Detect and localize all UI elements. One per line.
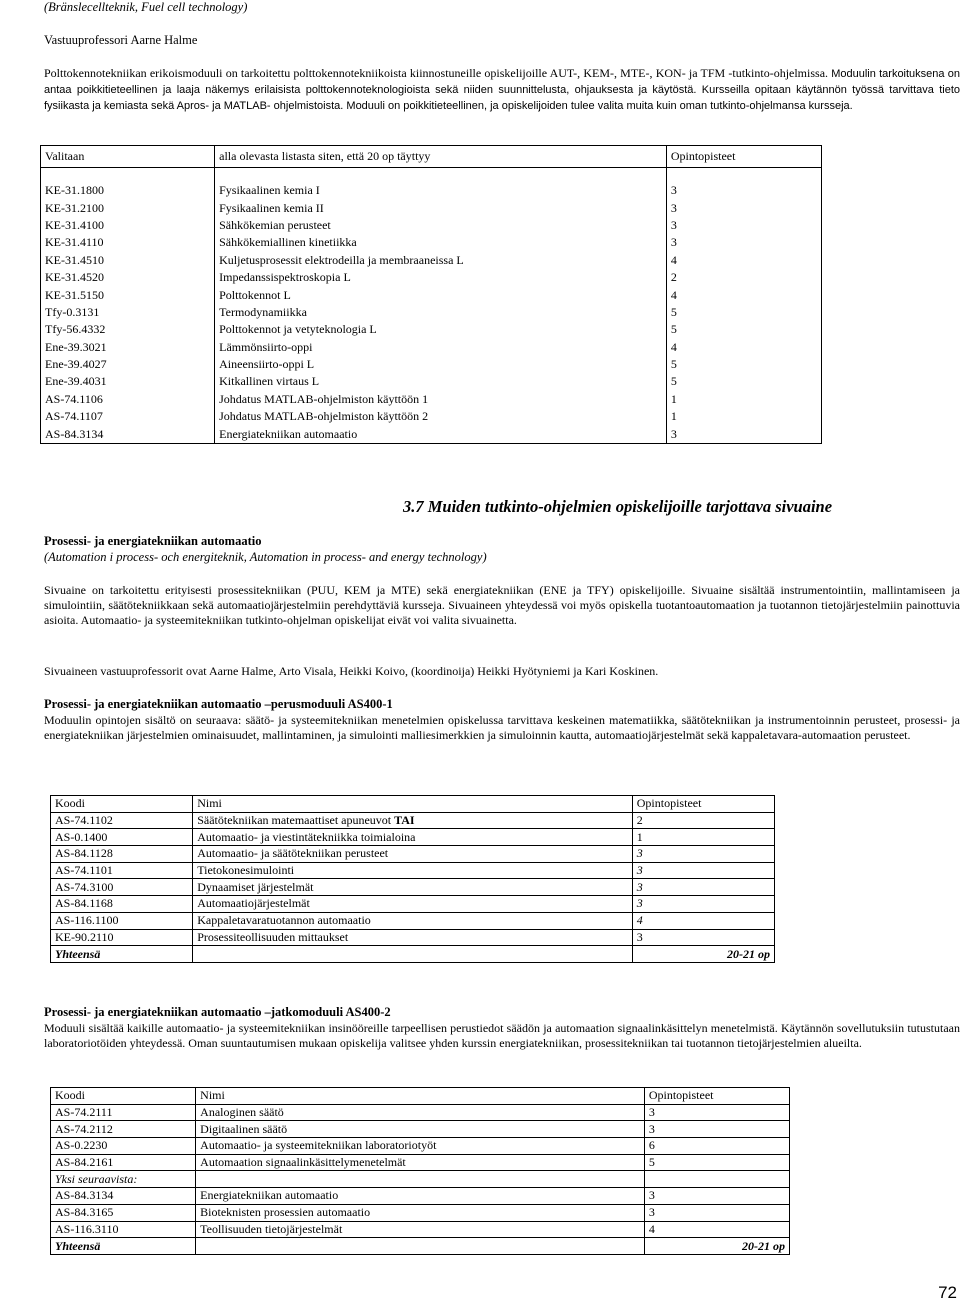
table-cell: Energiatekniikan automaatio bbox=[196, 1188, 645, 1205]
table-cell: 2 bbox=[666, 269, 821, 286]
table-cell bbox=[644, 1171, 789, 1188]
table-cell: Sähkökemiallinen kinetiikka bbox=[215, 234, 667, 251]
table-cell: AS-84.1128 bbox=[51, 846, 193, 863]
table-row bbox=[51, 1154, 790, 1171]
course-name: Automaatiojärjestelmät bbox=[197, 896, 310, 911]
table-header-row bbox=[51, 1088, 790, 1105]
table-cell: 3 bbox=[644, 1121, 789, 1138]
table-cell: KE-90.2110 bbox=[51, 929, 193, 946]
table-cell: KE-31.4110 bbox=[41, 234, 215, 251]
table-row bbox=[51, 1104, 790, 1121]
table-cell bbox=[193, 946, 633, 963]
table-cell: 3 bbox=[632, 846, 774, 863]
table-cell: Fysikaalinen kemia I bbox=[215, 182, 667, 199]
table-total-row bbox=[51, 946, 775, 963]
table-header-cell: Opintopisteet bbox=[632, 796, 774, 813]
table-cell: AS-84.2161 bbox=[51, 1154, 196, 1171]
table-header-cell: Opintopisteet bbox=[666, 146, 821, 168]
table-cell: Kuljetusprosessit elektrodeilla ja membraaneissa L bbox=[215, 252, 667, 269]
table-cell: Impedanssispektroskopia L bbox=[215, 269, 667, 286]
table-row bbox=[51, 1138, 790, 1155]
table-cell: Kitkallinen virtaus L bbox=[215, 373, 667, 390]
table-row bbox=[51, 912, 775, 929]
table-row bbox=[51, 1221, 790, 1238]
table-cell: AS-0.1400 bbox=[51, 829, 193, 846]
table-cell: 3 bbox=[666, 182, 821, 199]
table-cell: KE-31.4100 bbox=[41, 217, 215, 234]
table-row bbox=[41, 252, 822, 269]
table-cell: AS-74.1101 bbox=[51, 862, 193, 879]
table-header-cell: alla olevasta listasta siten, että 20 op täyttyy bbox=[215, 146, 667, 168]
course-name: Automaatio- ja viestintätekniikka toimialoina bbox=[197, 829, 416, 844]
table-row bbox=[51, 896, 775, 913]
table-cell: AS-116.3110 bbox=[51, 1221, 196, 1238]
course-name: Säätötekniikan matemaattiset apuneuvot bbox=[197, 813, 395, 828]
table-cell: Tfy-0.3131 bbox=[41, 304, 215, 321]
table-cell: Polttokennot ja vetyteknologia L bbox=[215, 321, 667, 338]
table-cell: Polttokennot L bbox=[215, 286, 667, 303]
table-cell: Digitaalinen säätö bbox=[196, 1121, 645, 1138]
table-row bbox=[41, 356, 822, 373]
table-cell: 6 bbox=[644, 1138, 789, 1155]
table-cell: 1 bbox=[666, 391, 821, 408]
table-cell: Energiatekniikan automaatio bbox=[215, 425, 667, 443]
table-cell bbox=[193, 912, 633, 929]
responsible-professor: Vastuuprofessori Aarne Halme bbox=[44, 33, 198, 47]
table-cell: KE-31.1800 bbox=[41, 182, 215, 199]
table-cell: Johdatus MATLAB-ohjelmiston käyttöön 2 bbox=[215, 408, 667, 425]
course-name: Automaatio- ja säätötekniikan perusteet bbox=[197, 846, 389, 861]
table-cell: AS-116.1100 bbox=[51, 912, 193, 929]
module2-title: Prosessi- ja energiatekniikan automaatio –jatkomoduuli AS400-2 bbox=[44, 1005, 391, 1019]
table-cell: 5 bbox=[644, 1154, 789, 1171]
table-cell: 4 bbox=[666, 339, 821, 356]
module1-title: Prosessi- ja energiatekniikan automaatio –perusmoduuli AS400-1 bbox=[44, 697, 393, 711]
table-cell: 4 bbox=[666, 252, 821, 269]
table-cell bbox=[193, 829, 633, 846]
table-cell: KE-31.4520 bbox=[41, 269, 215, 286]
table-row bbox=[41, 408, 822, 425]
table-cell: Yksi seuraavista: bbox=[51, 1171, 196, 1188]
table-cell: 3 bbox=[632, 862, 774, 879]
table-cell: Ene-39.4031 bbox=[41, 373, 215, 390]
table-cell: 2 bbox=[632, 812, 774, 829]
table-cell: AS-0.2230 bbox=[51, 1138, 196, 1155]
table-cell: Tfy-56.4332 bbox=[41, 321, 215, 338]
table-cell: Bioteknisten prosessien automaatio bbox=[196, 1204, 645, 1221]
table-row bbox=[51, 1204, 790, 1221]
table-spacer-row bbox=[41, 168, 822, 183]
subject-translation: (Automation i process- och energiteknik, Automation in process- and energy technology) bbox=[44, 550, 487, 564]
table-cell: 3 bbox=[632, 879, 774, 896]
table-cell: 5 bbox=[666, 304, 821, 321]
table-cell bbox=[196, 1171, 645, 1188]
table-row bbox=[51, 929, 775, 946]
table-row bbox=[41, 321, 822, 338]
table-cell: 3 bbox=[666, 217, 821, 234]
table-row bbox=[51, 829, 775, 846]
table-cell bbox=[193, 846, 633, 863]
table-cell bbox=[196, 1238, 645, 1255]
course-name: Tietokonesimulointi bbox=[197, 863, 295, 878]
table-cell: Teollisuuden tietojärjestelmät bbox=[196, 1221, 645, 1238]
table-cell: 20-21 op bbox=[644, 1238, 789, 1255]
responsible-professors: Sivuaineen vastuuprofessorit ovat Aarne Halme, Arto Visala, Heikki Koivo, (koordinoija) Heikki Hyötyniemi ja Kari Koskinen. bbox=[44, 664, 659, 678]
course-translation: (Bränslecellteknik, Fuel cell technology) bbox=[44, 0, 248, 14]
page-number: 72 bbox=[938, 1283, 957, 1302]
table-cell: 20-21 op bbox=[632, 946, 774, 963]
table-cell: 1 bbox=[632, 829, 774, 846]
table-cell: 3 bbox=[666, 425, 821, 443]
intro-line: Polttokennotekniikan erikoismoduuli on tarkoitettu polttokennotekniikoista kiinnostuneille opiskelijoille AUT-, KEM-, MTE-, KON- ja TFM -tutkinto-ohjelmissa. bbox=[44, 66, 829, 80]
table-cell: Fysikaalinen kemia II bbox=[215, 199, 667, 216]
table-header-cell: Nimi bbox=[193, 796, 633, 813]
table-cell: Yhteensä bbox=[51, 1238, 196, 1255]
table-cell: 3 bbox=[666, 234, 821, 251]
table-cell: AS-74.3100 bbox=[51, 879, 193, 896]
table-cell: Ene-39.4027 bbox=[41, 356, 215, 373]
table-cell bbox=[193, 896, 633, 913]
module2-description: Moduuli sisältää kaikille automaatio- ja systeemitekniikan insinööreille tarpeellisen perustiedot säädön ja automaation signaalinkäsittelyn menetelmistä. Käytännön sovellutuksiin tutustutaan laboratoriotöiden yhteydessä. Oman suuntautumisen mukaan opiskelija valitsee yhden kurssin energiatekniikan, prosessitekniikan tai tuotannon tietojärjestelmien alueilta. bbox=[44, 1021, 960, 1050]
table-cell: 3 bbox=[632, 896, 774, 913]
table-cell bbox=[193, 862, 633, 879]
table-cell bbox=[193, 879, 633, 896]
table-row bbox=[41, 234, 822, 251]
table-cell bbox=[193, 929, 633, 946]
table-cell: 1 bbox=[666, 408, 821, 425]
table-header-cell: Valitaan bbox=[41, 146, 215, 168]
table-cell: KE-31.4510 bbox=[41, 252, 215, 269]
basic-module-table bbox=[50, 795, 775, 963]
table-cell: AS-84.1168 bbox=[51, 896, 193, 913]
table-header-row bbox=[41, 146, 822, 168]
table-total-row bbox=[51, 1238, 790, 1255]
table-cell: AS-74.1106 bbox=[41, 391, 215, 408]
table-cell: Termodynamiikka bbox=[215, 304, 667, 321]
table-header-cell: Koodi bbox=[51, 796, 193, 813]
table-header-cell: Opintopisteet bbox=[644, 1088, 789, 1105]
table-cell: AS-74.1107 bbox=[41, 408, 215, 425]
table-header-row bbox=[51, 796, 775, 813]
fuel-cell-course-table bbox=[40, 145, 822, 444]
table-row bbox=[51, 846, 775, 863]
intro-paragraph bbox=[44, 66, 960, 113]
table-cell: AS-84.3134 bbox=[41, 425, 215, 443]
subject-title: Prosessi- ja energiatekniikan automaatio bbox=[44, 534, 262, 548]
table-row bbox=[41, 199, 822, 216]
table-cell: AS-84.3165 bbox=[51, 1204, 196, 1221]
table-cell: 5 bbox=[666, 356, 821, 373]
table-row bbox=[41, 391, 822, 408]
table-row bbox=[41, 217, 822, 234]
table-cell: KE-31.2100 bbox=[41, 199, 215, 216]
table-header-cell: Nimi bbox=[196, 1088, 645, 1105]
advanced-module-table bbox=[50, 1087, 790, 1255]
table-row bbox=[51, 1188, 790, 1205]
table-cell: 4 bbox=[666, 286, 821, 303]
intro-rest: Moduulin tarkoituksena on antaa poikkitieteellinen ja laaja näkemys erilaisista polttokennoteknologioista sekä niiden suunnittelusta, ohjauksesta ja käytöstä. Kursseilla opitaan käytännön työssä tarvittava tieto fysiikasta ja kemiasta sekä Apros- ja MATLAB- ohjelmistoista. Moduuli on poikkitieteellinen, ja opiskelijoiden tulee valita muita kuin oman tutkinto-ohjelmansa kursseja. bbox=[44, 68, 960, 112]
table-cell: Aineensiirto-oppi L bbox=[215, 356, 667, 373]
table-cell: 3 bbox=[666, 199, 821, 216]
course-name: Kappaletavaratuotannon automaatio bbox=[197, 913, 371, 928]
table-cell: AS-84.3134 bbox=[51, 1188, 196, 1205]
course-name: Dynaamiset järjestelmät bbox=[197, 879, 314, 894]
table-row bbox=[51, 879, 775, 896]
table-cell: Automaation signaalinkäsittelymenetelmät bbox=[196, 1154, 645, 1171]
table-row bbox=[41, 339, 822, 356]
table-cell: Analoginen säätö bbox=[196, 1104, 645, 1121]
table-row bbox=[41, 269, 822, 286]
table-row bbox=[51, 1121, 790, 1138]
table-cell: 5 bbox=[666, 373, 821, 390]
table-row bbox=[41, 373, 822, 390]
table-row bbox=[51, 862, 775, 879]
table-cell: AS-74.2111 bbox=[51, 1104, 196, 1121]
table-row bbox=[51, 812, 775, 829]
table-cell: Ene-39.3021 bbox=[41, 339, 215, 356]
alternative-marker: TAI bbox=[394, 813, 415, 828]
table-cell: 5 bbox=[666, 321, 821, 338]
table-cell: AS-74.2112 bbox=[51, 1121, 196, 1138]
table-cell: Yhteensä bbox=[51, 946, 193, 963]
table-cell bbox=[193, 812, 633, 829]
table-cell: 3 bbox=[644, 1204, 789, 1221]
table-cell: 3 bbox=[644, 1104, 789, 1121]
table-cell: 3 bbox=[632, 929, 774, 946]
table-cell: Lämmönsiirto-oppi bbox=[215, 339, 667, 356]
table-cell: 3 bbox=[644, 1188, 789, 1205]
table-row bbox=[41, 304, 822, 321]
table-cell: 4 bbox=[644, 1221, 789, 1238]
table-row bbox=[41, 286, 822, 303]
table-cell: KE-31.5150 bbox=[41, 286, 215, 303]
table-cell: AS-74.1102 bbox=[51, 812, 193, 829]
choose-one-row bbox=[51, 1171, 790, 1188]
subject-description: Sivuaine on tarkoitettu erityisesti prosessitekniikan (PUU, KEM ja MTE) sekä energiatekniikan (ENE ja TFY) opiskelijoille. Sivuaine sisältää instrumentointiin, mallintamiseen ja simulointiin, säätötekniikkaan sekä automaatiojärjestelmiin perehdyttäviä kursseja. Sivuaineen yhteydessä voi myös opiskella tuotantoautomaation ja tuotannon tietojärjestelmiin painottuvia asioita. Automaatio- ja systeemitekniikan tutkinto-ohjelman opiskelijat eivät voi valita sivuainetta. bbox=[44, 583, 960, 627]
table-cell: Johdatus MATLAB-ohjelmiston käyttöön 1 bbox=[215, 391, 667, 408]
table-row bbox=[41, 182, 822, 199]
course-name: Prosessiteollisuuden mittaukset bbox=[197, 929, 349, 944]
table-cell: 4 bbox=[632, 912, 774, 929]
table-header-cell: Koodi bbox=[51, 1088, 196, 1105]
table-row bbox=[41, 425, 822, 443]
table-cell: Sähkökemian perusteet bbox=[215, 217, 667, 234]
module1-description: Moduulin opintojen sisältö on seuraava: säätö- ja systeemitekniikan menetelmien opiskelussa tarvittava keskeinen matematiikka, säätötekniikan ja instrumentoinnin perusteet, prosessi- ja energiatekniikan järjestelmien ominaisuudet, mallintaminen, ja simulointi malliesimerkkien ja simuloinnin kautta, automaatiojärjestelmät sekä kappaletavara-automaation perusteet. bbox=[44, 713, 960, 742]
section-heading: 3.7 Muiden tutkinto-ohjelmien opiskelijoille tarjottava sivuaine bbox=[403, 497, 833, 516]
table-cell: Automaatio- ja systeemitekniikan laboratoriotyöt bbox=[196, 1138, 645, 1155]
